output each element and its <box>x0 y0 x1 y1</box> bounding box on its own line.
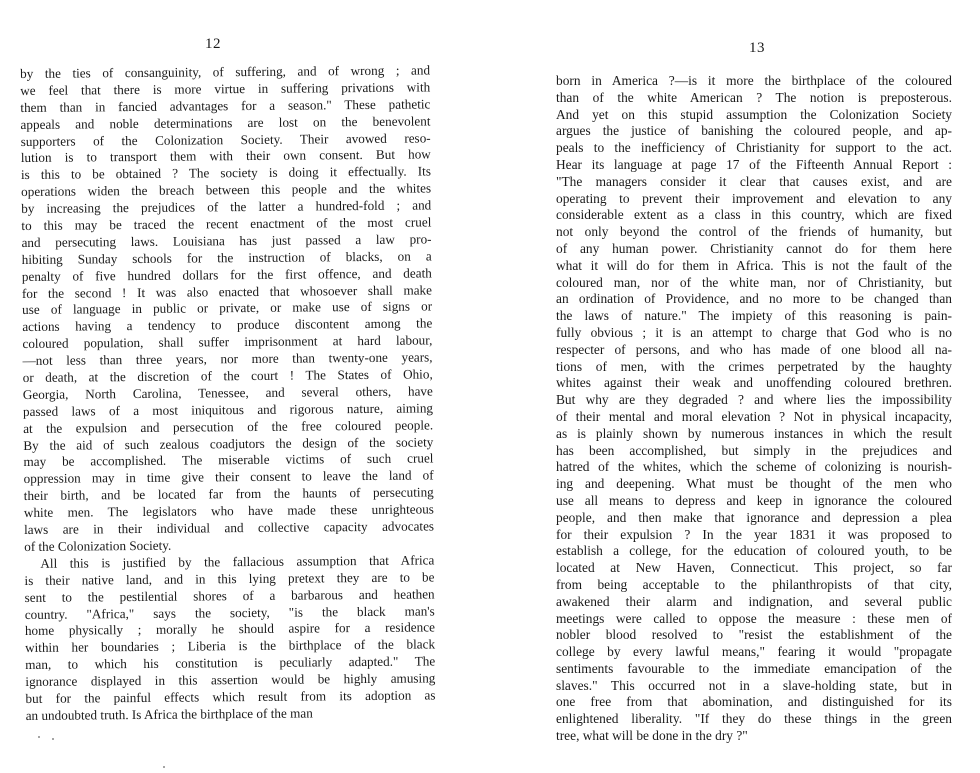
text-line: tree, what will be done in the dry ?" <box>556 728 748 744</box>
paper-speck <box>38 736 40 738</box>
text-line: whites against their weak and unoffending coloured brethren. <box>556 375 952 391</box>
text-line: lution is to transport them with their own consent. But how <box>20 146 431 166</box>
text-line: of their mental and moral elevation ? Not in physical incapacity, <box>556 408 952 424</box>
text-line: slaves." This occurred not in a slave-holding state, but in <box>556 677 952 693</box>
text-line: of any human power. Christianity cannot do for them here <box>556 240 952 256</box>
text-line: supporters of the Colonization Society. Their avowed reso- <box>20 129 431 149</box>
text-line: for the second ! It was also enacted that whosoever shall make <box>21 281 433 301</box>
text-line: sentiments favourable to the immediate emancipation of the <box>556 660 952 676</box>
text-line: man, to which his constitution is peculiarly adapted." The <box>25 653 436 673</box>
text-line: located at New Haven, Connecticut. This project, so far <box>556 560 952 576</box>
text-line: All this is justified by the fallacious assumption that Africa <box>40 552 435 571</box>
text-line: operations widen the breach between this people and the whites <box>21 180 432 200</box>
text-line: for their expulsion ? In the year 1831 it was proposed to <box>556 526 952 542</box>
text-line: their birth, and be located far from the haunts of persecuting <box>23 484 434 504</box>
text-line: ing and deepening. What must be thought of the men who <box>556 476 952 492</box>
text-line: Georgia, North Carolina, Tenessee, and several others, have <box>22 383 433 402</box>
text-line: use of language in public or private, or make use of signs or <box>22 298 433 318</box>
text-line: has been accomplished, but simply in the prejudices and <box>556 442 952 458</box>
text-line: By the aid of such zealous coadjutors the design of the society <box>23 434 434 453</box>
text-line: actions having a tendency to produce discontent among the <box>22 315 433 335</box>
text-line: meetings were called to oppose the measure : these men of <box>556 610 952 626</box>
text-line: what it will do for them in Africa. This is not the fault of the <box>556 257 952 273</box>
text-line: hibiting Sunday schools for the instruction of blacks, on a <box>21 248 432 267</box>
text-line: is this to be obtained ? The society is doing it effectually. Its <box>20 163 431 183</box>
text-line: Hear its language at page 17 of the Fifteenth Annual Report : <box>556 156 952 172</box>
text-line: awakened their alarm and indignation, and several public <box>556 593 952 609</box>
page-number: 12 <box>205 36 221 52</box>
text-line: coloured population, shall suffer imprisonment at hard labour, <box>22 332 433 352</box>
text-line: an undoubted truth. Is Africa the birthplace of the man <box>25 705 313 723</box>
text-line: from being acceptable to the philanthropists of that city, <box>556 576 952 592</box>
text-line: laws are in their individual and collective capacity advocates <box>23 518 435 538</box>
text-line: considerable extent as a class in this country, which are fixed <box>556 207 952 223</box>
text-line: country. "Africa," says the society, "is the black man's <box>24 602 435 622</box>
text-line: appeals and noble determinations are lost on the benevolent <box>20 113 431 132</box>
text-line: tions of men, with the crimes perpetrated by the haughty <box>556 358 952 374</box>
left-page-text <box>20 62 436 724</box>
text-line: than of the white American ? The notion is preposterous. <box>556 89 952 105</box>
right-page-text <box>556 73 952 745</box>
text-line: we feel that there is more virtue in suffering privations with <box>20 79 431 98</box>
text-line: them than in fancied advantages for a season." These pathetic <box>20 96 431 115</box>
text-line: hatred of the whites, which the scheme of colonizing is nourish- <box>556 459 952 475</box>
text-line: by the ties of consanguinity, of suffering, and of wrong ; and <box>20 62 431 81</box>
text-line: by increasing the prejudices of the latter a hundred-fold ; and <box>21 197 432 217</box>
text-line: nobler blood resolved to "resist the establishment of the <box>556 627 952 643</box>
text-line: penalty of five hundred dollars for the first offence, and death <box>21 265 432 284</box>
text-line: operating to prevent their improvement and elevation to any <box>556 190 952 206</box>
text-line: "The managers consider it clear that causes exist, and are <box>556 173 952 189</box>
text-line: born in America ?—is it more the birthplace of the coloured <box>556 73 952 88</box>
text-line: or death, at the discretion of the court ! The States of Ohio, <box>22 366 433 386</box>
text-line: respecter of persons, and who has made of one blood all na- <box>556 341 952 357</box>
text-line: But why are they degraded ? and where lies the impossibility <box>556 392 952 408</box>
page-number: 13 <box>749 40 765 56</box>
text-line: as is plainly shown by numerous instances in which the result <box>556 425 952 441</box>
text-line: home physically ; morally he should aspire for a residence <box>24 619 435 639</box>
text-line: passed laws of a most iniquitous and rigorous nature, aiming <box>22 400 434 419</box>
text-line: ignorance displayed in this assertion would be highly amusing <box>25 670 436 690</box>
text-line: people, and then make that ignorance and depression a plea <box>556 509 952 525</box>
text-line: may be accomplished. The miserable victims of such cruel <box>23 450 434 470</box>
text-line: peals to the inefficiency of Christianity for support to the act. <box>556 140 952 156</box>
text-line: at the expulsion and persecution of the free coloured people. <box>23 417 434 436</box>
text-line: is their native land, and in this lying pretext they are to be <box>24 569 435 588</box>
text-line: fully obvious ; it is an attempt to charge that God who is no <box>556 324 952 340</box>
text-line: an ordination of Providence, and no more to be changed than <box>556 291 952 307</box>
text-line: sent to the pestilential shores of a barbarous and heathen <box>24 586 435 605</box>
right-page <box>505 0 980 773</box>
text-line: white men. The legislators who have made these unrighteous <box>23 501 434 521</box>
text-line: establish a college, for the education of coloured youth, to be <box>556 543 952 559</box>
paper-speck <box>163 766 165 768</box>
text-line: the laws of nature." The impiety of this reasoning is pain- <box>556 308 952 324</box>
text-line: college by every lawful means," fearing it would "propagate <box>556 644 952 660</box>
text-line: —not less than three years, nor more than twenty-one years, <box>22 349 433 369</box>
left-page <box>0 0 460 773</box>
text-line: use all means to depress and keep in ignorance the coloured <box>556 492 952 508</box>
text-line: of the Colonization Society. <box>24 537 172 554</box>
text-line: but for the painful effects which result from its adoption as <box>25 687 436 706</box>
text-line: within her boundaries ; Liberia is the birthplace of the black <box>25 636 436 656</box>
text-line: to this may be traced the recent enactment of the most cruel <box>21 214 432 234</box>
text-line: And yet on this stupid assumption the Colonization Society <box>556 106 952 122</box>
paper-speck <box>52 738 54 740</box>
text-line: and persecuting laws. Louisiana has just passed a law pro- <box>21 231 432 250</box>
text-line: one free from that abomination, and distinguished for its <box>556 694 952 710</box>
text-line: not only beyond the control of the friends of humanity, but <box>556 224 952 240</box>
text-line: argues the justice of banishing the coloured people, and ap- <box>556 123 952 139</box>
text-line: oppression may in time give their consent to leave the land of <box>23 467 434 487</box>
text-line: enlightened liberality. "If they do these things in the green <box>556 711 952 727</box>
text-line: coloured man, nor of the white man, nor of Christianity, but <box>556 274 952 290</box>
